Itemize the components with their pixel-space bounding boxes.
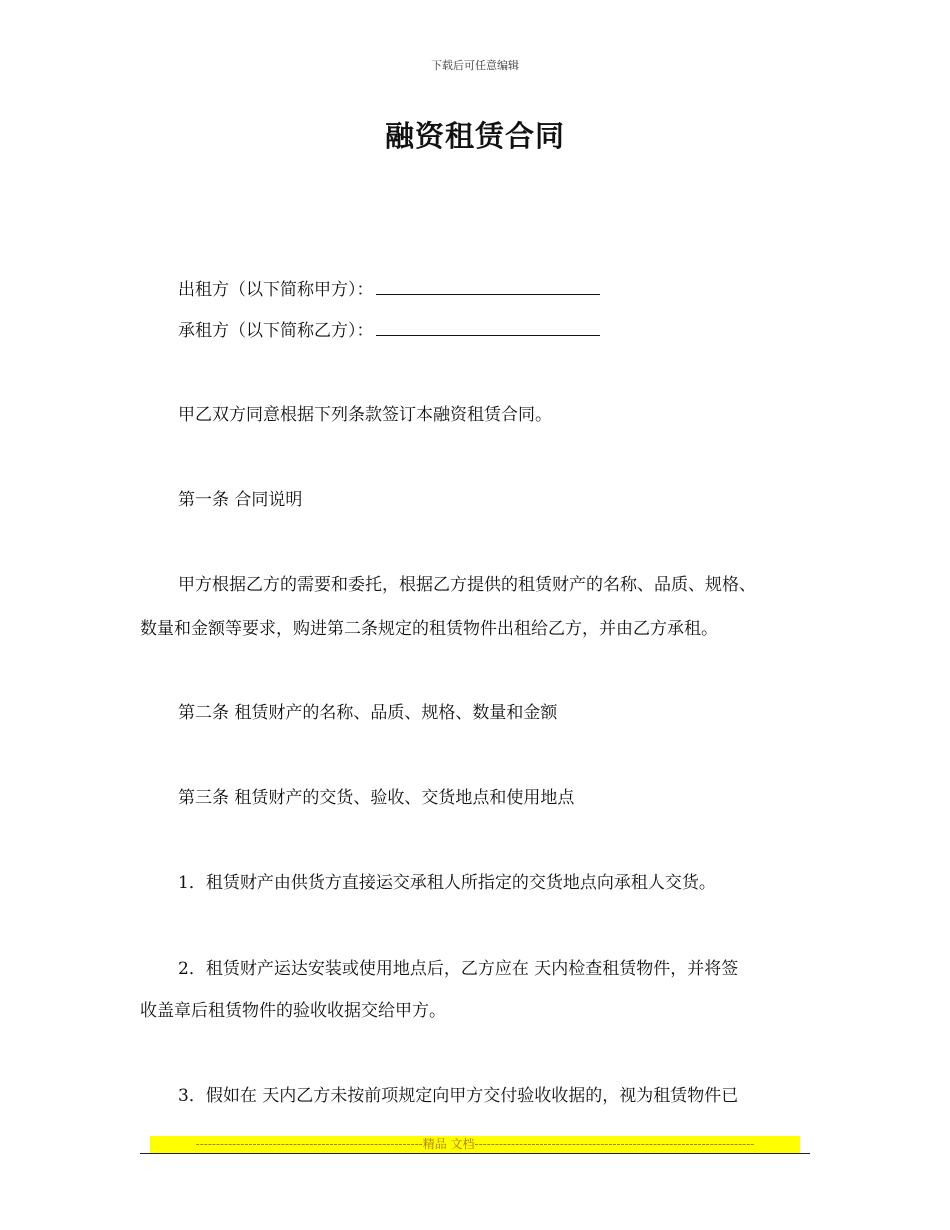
lessee-label: 承租方（以下简称乙方）： [178,321,374,341]
lessee-blank-field[interactable] [376,318,600,336]
lessee-line [178,318,600,343]
lessor-blank-field[interactable] [376,277,600,295]
article-3-heading: 第三条 租赁财产的交货、验收、交货地点和使用地点 [178,788,575,808]
article-1-text-line-2: 数量和金额等要求，购进第二条规定的租赁物件出租给乙方，并由乙方承租。 [140,619,718,639]
article-3-item-2-line-2: 收盖章后租赁物件的验收收据交给甲方。 [140,1001,446,1021]
footer-divider [140,1153,810,1154]
article-3-item-3-line-1: 3．假如在 天内乙方未按前项规定向甲方交付验收收据的，视为租赁物件已 [178,1086,739,1106]
footer-watermark-band: --------------------------------------------------------精品 文档--------------------------------------------------------------------- [150,1136,800,1153]
lessor-label: 出租方（以下简称甲方）： [178,280,374,300]
article-2-heading: 第二条 租赁财产的名称、品质、规格、数量和金额 [178,703,558,723]
header-note: 下载后可任意编辑 [431,59,519,72]
intro-paragraph: 甲乙双方同意根据下列条款签订本融资租赁合同。 [178,405,552,425]
article-1-text-line-1: 甲方根据乙方的需要和委托，根据乙方提供的租赁财产的名称、品质、规格、 [178,575,756,595]
article-1-heading: 第一条 合同说明 [178,490,303,510]
article-3-item-1: 1．租赁财产由供货方直接运交承租人所指定的交货地点向承租人交货。 [178,873,716,893]
document-title: 融资租赁合同 [384,119,565,153]
lessor-line [178,277,600,302]
article-3-item-2-line-1: 2．租赁财产运达安装或使用地点后，乙方应在 天内检查租赁物件，并将签 [178,959,739,979]
